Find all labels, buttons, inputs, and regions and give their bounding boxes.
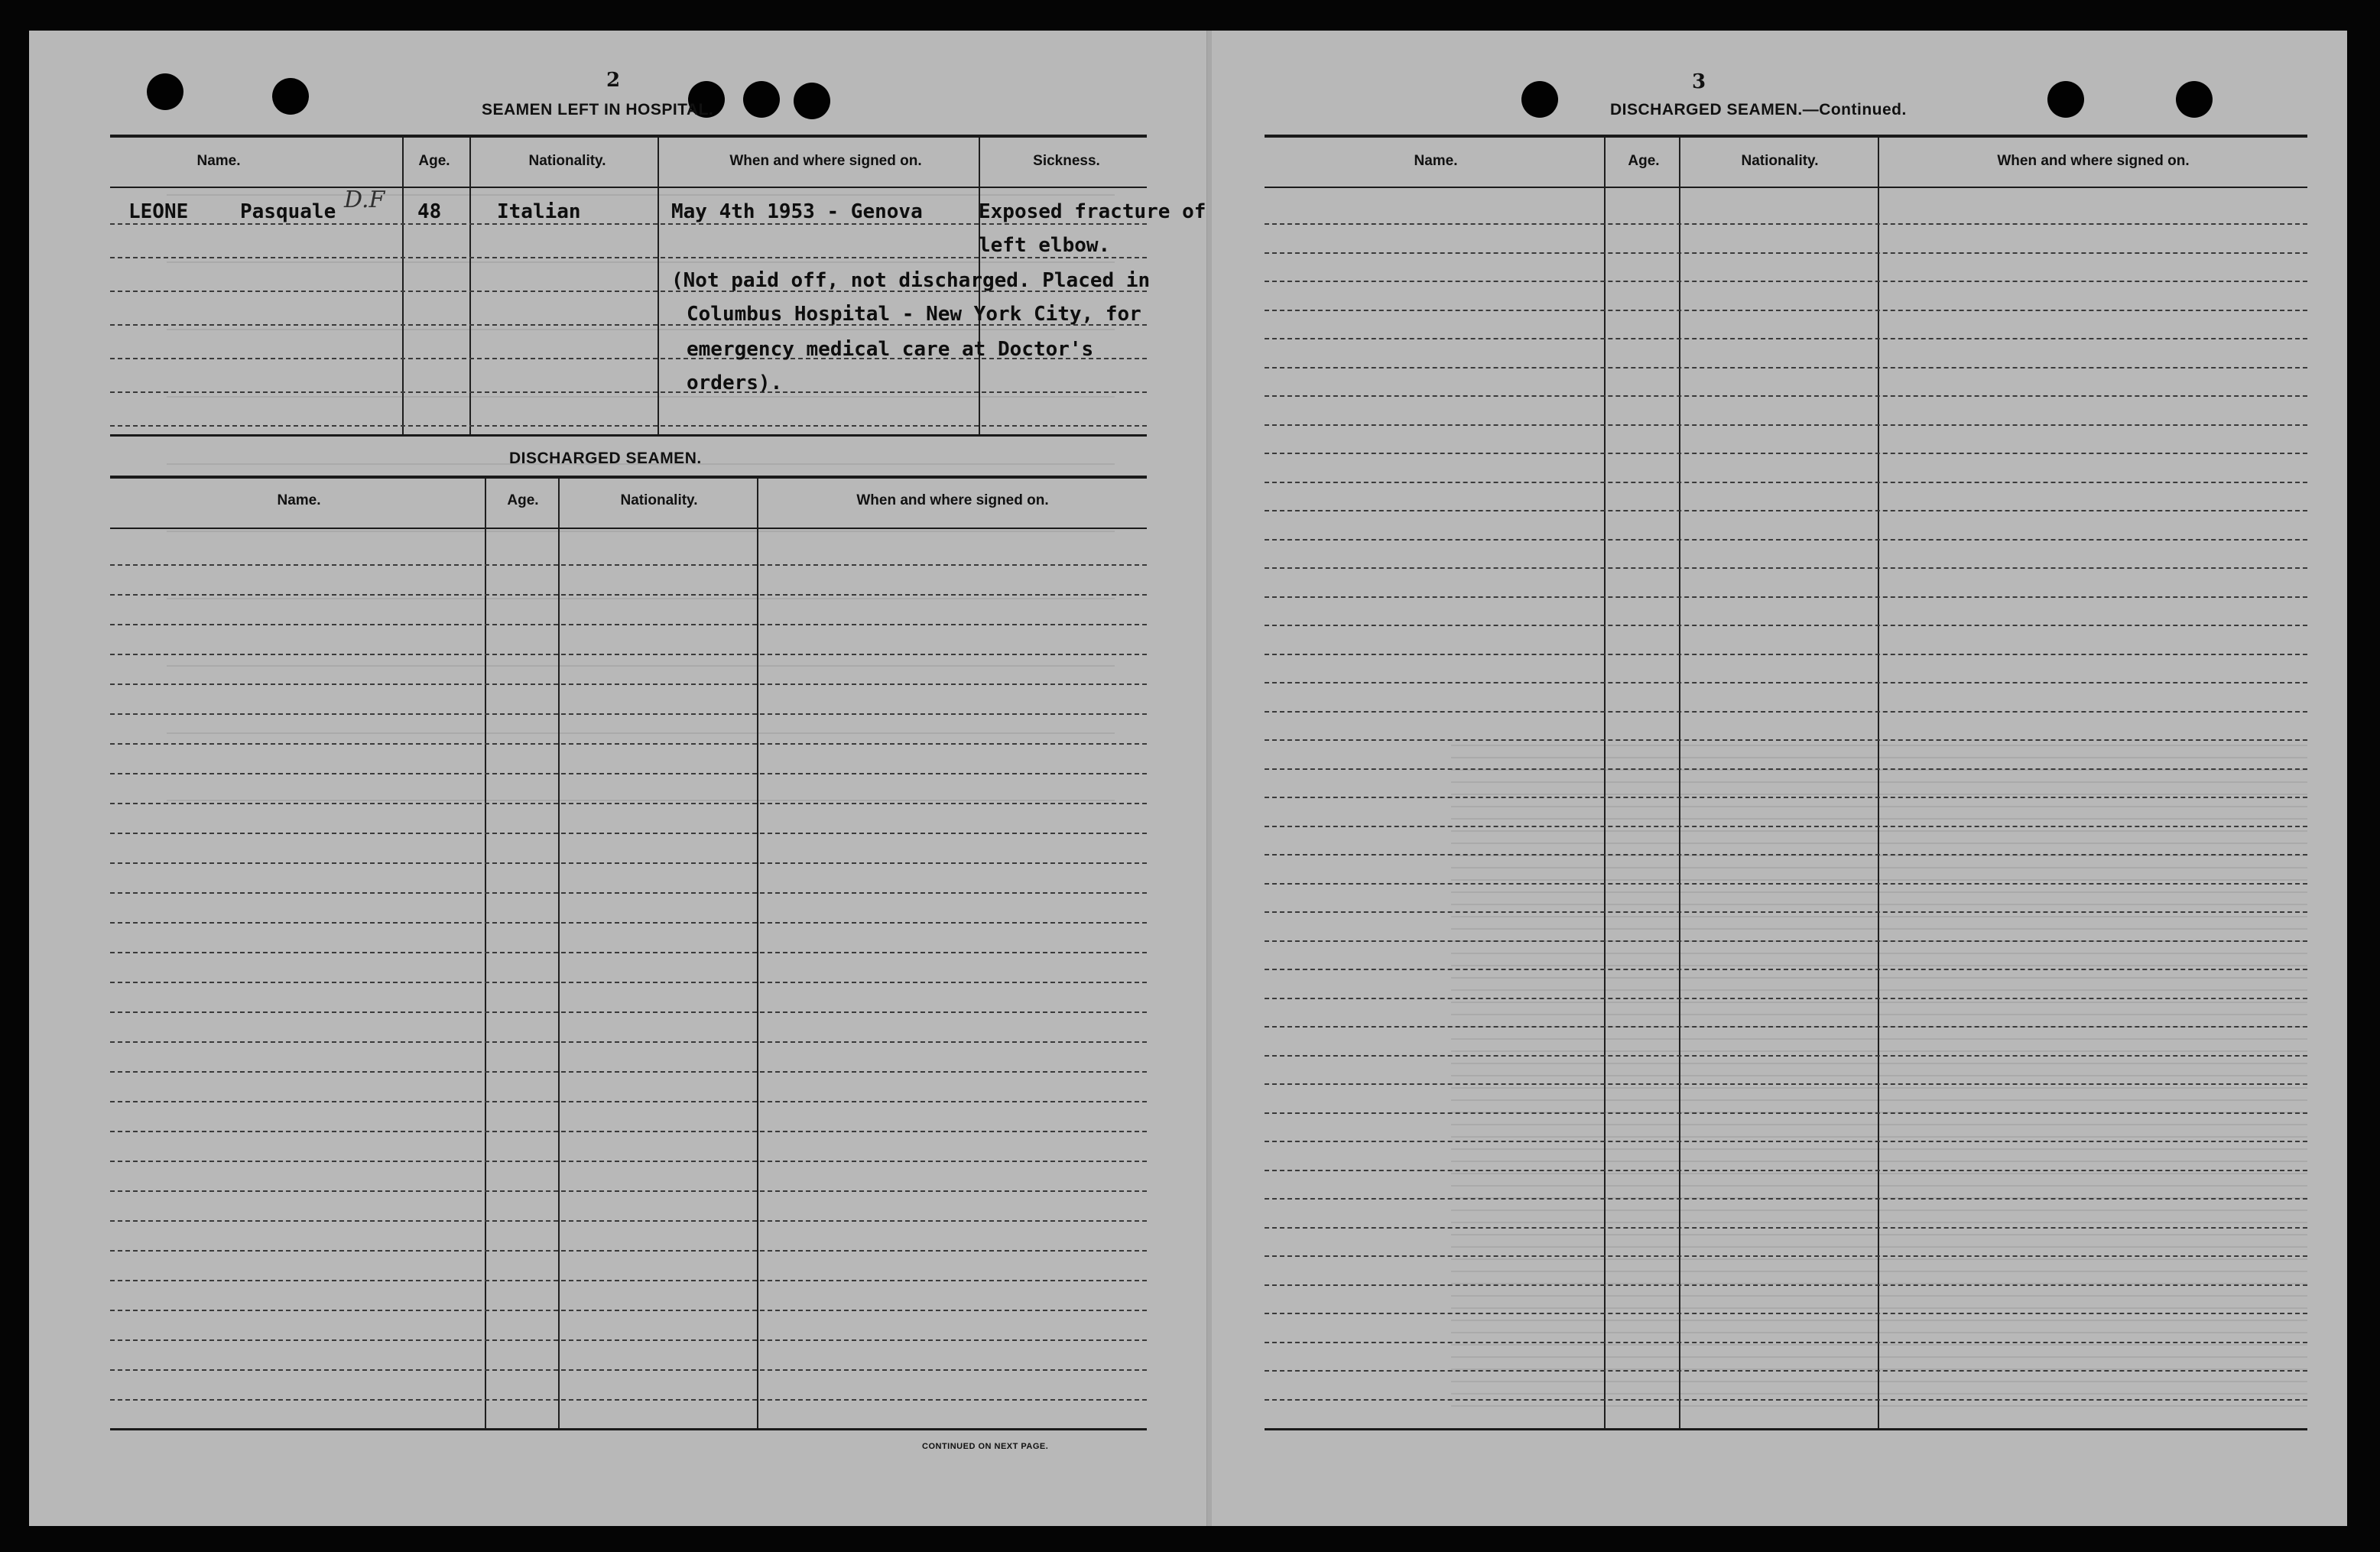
row-line <box>110 1101 1147 1102</box>
punch-hole <box>794 83 830 119</box>
punch-hole <box>2176 81 2213 118</box>
center-fold <box>1206 31 1212 1526</box>
column-divider <box>1878 138 1879 1430</box>
row-line <box>1265 1198 2307 1200</box>
row-line <box>1265 768 2307 770</box>
row-line <box>110 1339 1147 1341</box>
row-line <box>110 982 1147 983</box>
top-rule <box>110 135 1147 138</box>
bottom-rule <box>1265 1428 2307 1430</box>
header-sickness: Sickness. <box>1033 153 1100 169</box>
row-line <box>1265 1227 2307 1229</box>
seaman-age: 48 <box>417 200 442 223</box>
row-line <box>110 1041 1147 1043</box>
row-line <box>110 892 1147 894</box>
punch-hole <box>1521 81 1558 118</box>
row-line <box>1265 252 2307 254</box>
punch-hole <box>272 78 309 115</box>
column-divider <box>1604 138 1606 1430</box>
header-rule <box>110 528 1147 529</box>
column-divider <box>485 479 486 1430</box>
header-nationality: Nationality. <box>620 492 698 508</box>
row-line <box>1265 1112 2307 1114</box>
bottom-rule <box>110 1428 1147 1430</box>
row-line <box>1265 1026 2307 1028</box>
sickness-line-1: Exposed fracture of <box>979 200 1206 223</box>
row-line <box>110 594 1147 596</box>
column-divider <box>1679 138 1680 1430</box>
row-line <box>110 1071 1147 1073</box>
header-name: Name. <box>196 153 241 169</box>
row-line <box>110 391 1147 393</box>
row-line <box>110 1161 1147 1162</box>
row-line <box>1265 510 2307 511</box>
row-line <box>1265 453 2307 454</box>
row-line <box>1265 1255 2307 1257</box>
row-line <box>110 564 1147 566</box>
column-divider <box>757 479 758 1430</box>
row-line <box>110 862 1147 864</box>
header-rule <box>110 187 1147 188</box>
row-line <box>1265 223 2307 225</box>
manifest-sheet <box>29 31 2347 1526</box>
row-line <box>110 803 1147 804</box>
row-line <box>110 952 1147 953</box>
column-divider <box>658 138 659 434</box>
row-line <box>110 425 1147 427</box>
row-line <box>110 1280 1147 1281</box>
row-line <box>110 257 1147 258</box>
row-line <box>1265 1370 2307 1372</box>
row-line <box>1265 682 2307 683</box>
hospital-section-title: SEAMEN LEFT IN HOSPITAL. <box>482 101 714 119</box>
row-line <box>1265 567 2307 569</box>
row-line <box>1265 969 2307 970</box>
sickness-line-2: left elbow. <box>979 234 1111 257</box>
header-age: Age. <box>507 492 539 508</box>
row-line <box>110 833 1147 834</box>
row-line <box>1265 654 2307 655</box>
row-line <box>110 1369 1147 1371</box>
header-nationality: Nationality. <box>1741 153 1819 169</box>
row-line <box>1265 539 2307 541</box>
row-line <box>1265 826 2307 827</box>
continued-footer: CONTINUED ON NEXT PAGE. <box>922 1442 1049 1451</box>
row-line <box>1265 1399 2307 1401</box>
remark-line-3: emergency medical care at Doctor's <box>687 338 1094 361</box>
column-divider <box>402 138 404 434</box>
top-rule <box>1265 135 2307 138</box>
seaman-nationality: Italian <box>497 200 581 223</box>
seaman-signed-on: May 4th 1953 - Genova <box>671 200 923 223</box>
column-divider <box>469 138 471 434</box>
header-age: Age. <box>418 153 450 169</box>
row-line <box>110 1220 1147 1222</box>
row-line <box>110 1190 1147 1192</box>
row-line <box>110 773 1147 774</box>
row-line <box>1265 625 2307 626</box>
remark-line-2: Columbus Hospital - New York City, for <box>687 303 1141 326</box>
punch-hole <box>147 73 183 110</box>
row-line <box>1265 482 2307 483</box>
header-signed-on: When and where signed on. <box>1997 153 2190 169</box>
row-line <box>1265 854 2307 856</box>
row-line <box>110 743 1147 745</box>
header-rule <box>1265 187 2307 188</box>
row-line <box>1265 998 2307 999</box>
row-line <box>110 1131 1147 1132</box>
row-line <box>1265 281 2307 282</box>
seaman-given-name: Pasquale <box>240 200 336 223</box>
row-line <box>1265 911 2307 913</box>
punch-hole <box>743 81 780 118</box>
page-number-left: 2 <box>606 69 621 92</box>
header-name: Name. <box>1414 153 1458 169</box>
row-line <box>1265 883 2307 885</box>
row-line <box>110 683 1147 685</box>
row-line <box>1265 1342 2307 1343</box>
row-line <box>1265 596 2307 598</box>
header-name: Name. <box>277 492 321 508</box>
row-line <box>110 1250 1147 1252</box>
header-signed-on: When and where signed on. <box>856 492 1049 508</box>
header-signed-on: When and where signed on. <box>729 153 922 169</box>
section-rule <box>110 476 1147 479</box>
row-line <box>110 922 1147 924</box>
row-line <box>1265 1141 2307 1142</box>
column-divider <box>558 479 560 1430</box>
row-line <box>110 624 1147 625</box>
remark-line-4: orders). <box>687 372 783 394</box>
row-line <box>1265 395 2307 397</box>
row-line <box>110 223 1147 225</box>
section-rule <box>110 434 1147 437</box>
row-line <box>1265 739 2307 741</box>
page-number-right: 3 <box>1691 70 1706 93</box>
right-section-title: DISCHARGED SEAMEN.—Continued. <box>1610 101 1907 119</box>
row-line <box>1265 1055 2307 1057</box>
row-line <box>1265 1313 2307 1314</box>
row-line <box>1265 940 2307 942</box>
seaman-surname: LEONE <box>128 200 189 223</box>
row-line <box>1265 797 2307 798</box>
header-age: Age. <box>1628 153 1660 169</box>
row-line <box>1265 1170 2307 1171</box>
discharged-section-title: DISCHARGED SEAMEN. <box>509 450 702 467</box>
row-line <box>1265 310 2307 311</box>
row-line <box>1265 338 2307 339</box>
row-line <box>110 1011 1147 1013</box>
row-line <box>1265 367 2307 369</box>
row-line <box>1265 711 2307 713</box>
row-line <box>110 1310 1147 1311</box>
bleed-through-texture <box>1451 734 2307 1407</box>
row-line <box>1265 1284 2307 1286</box>
row-line <box>110 1399 1147 1401</box>
handwritten-mark: D.F <box>344 187 385 213</box>
row-line <box>110 654 1147 655</box>
remark-line-1: (Not paid off, not discharged. Placed in <box>671 269 1151 292</box>
row-line <box>1265 424 2307 426</box>
header-nationality: Nationality. <box>528 153 606 169</box>
punch-hole <box>2047 81 2084 118</box>
row-line <box>1265 1083 2307 1085</box>
row-line <box>110 713 1147 715</box>
